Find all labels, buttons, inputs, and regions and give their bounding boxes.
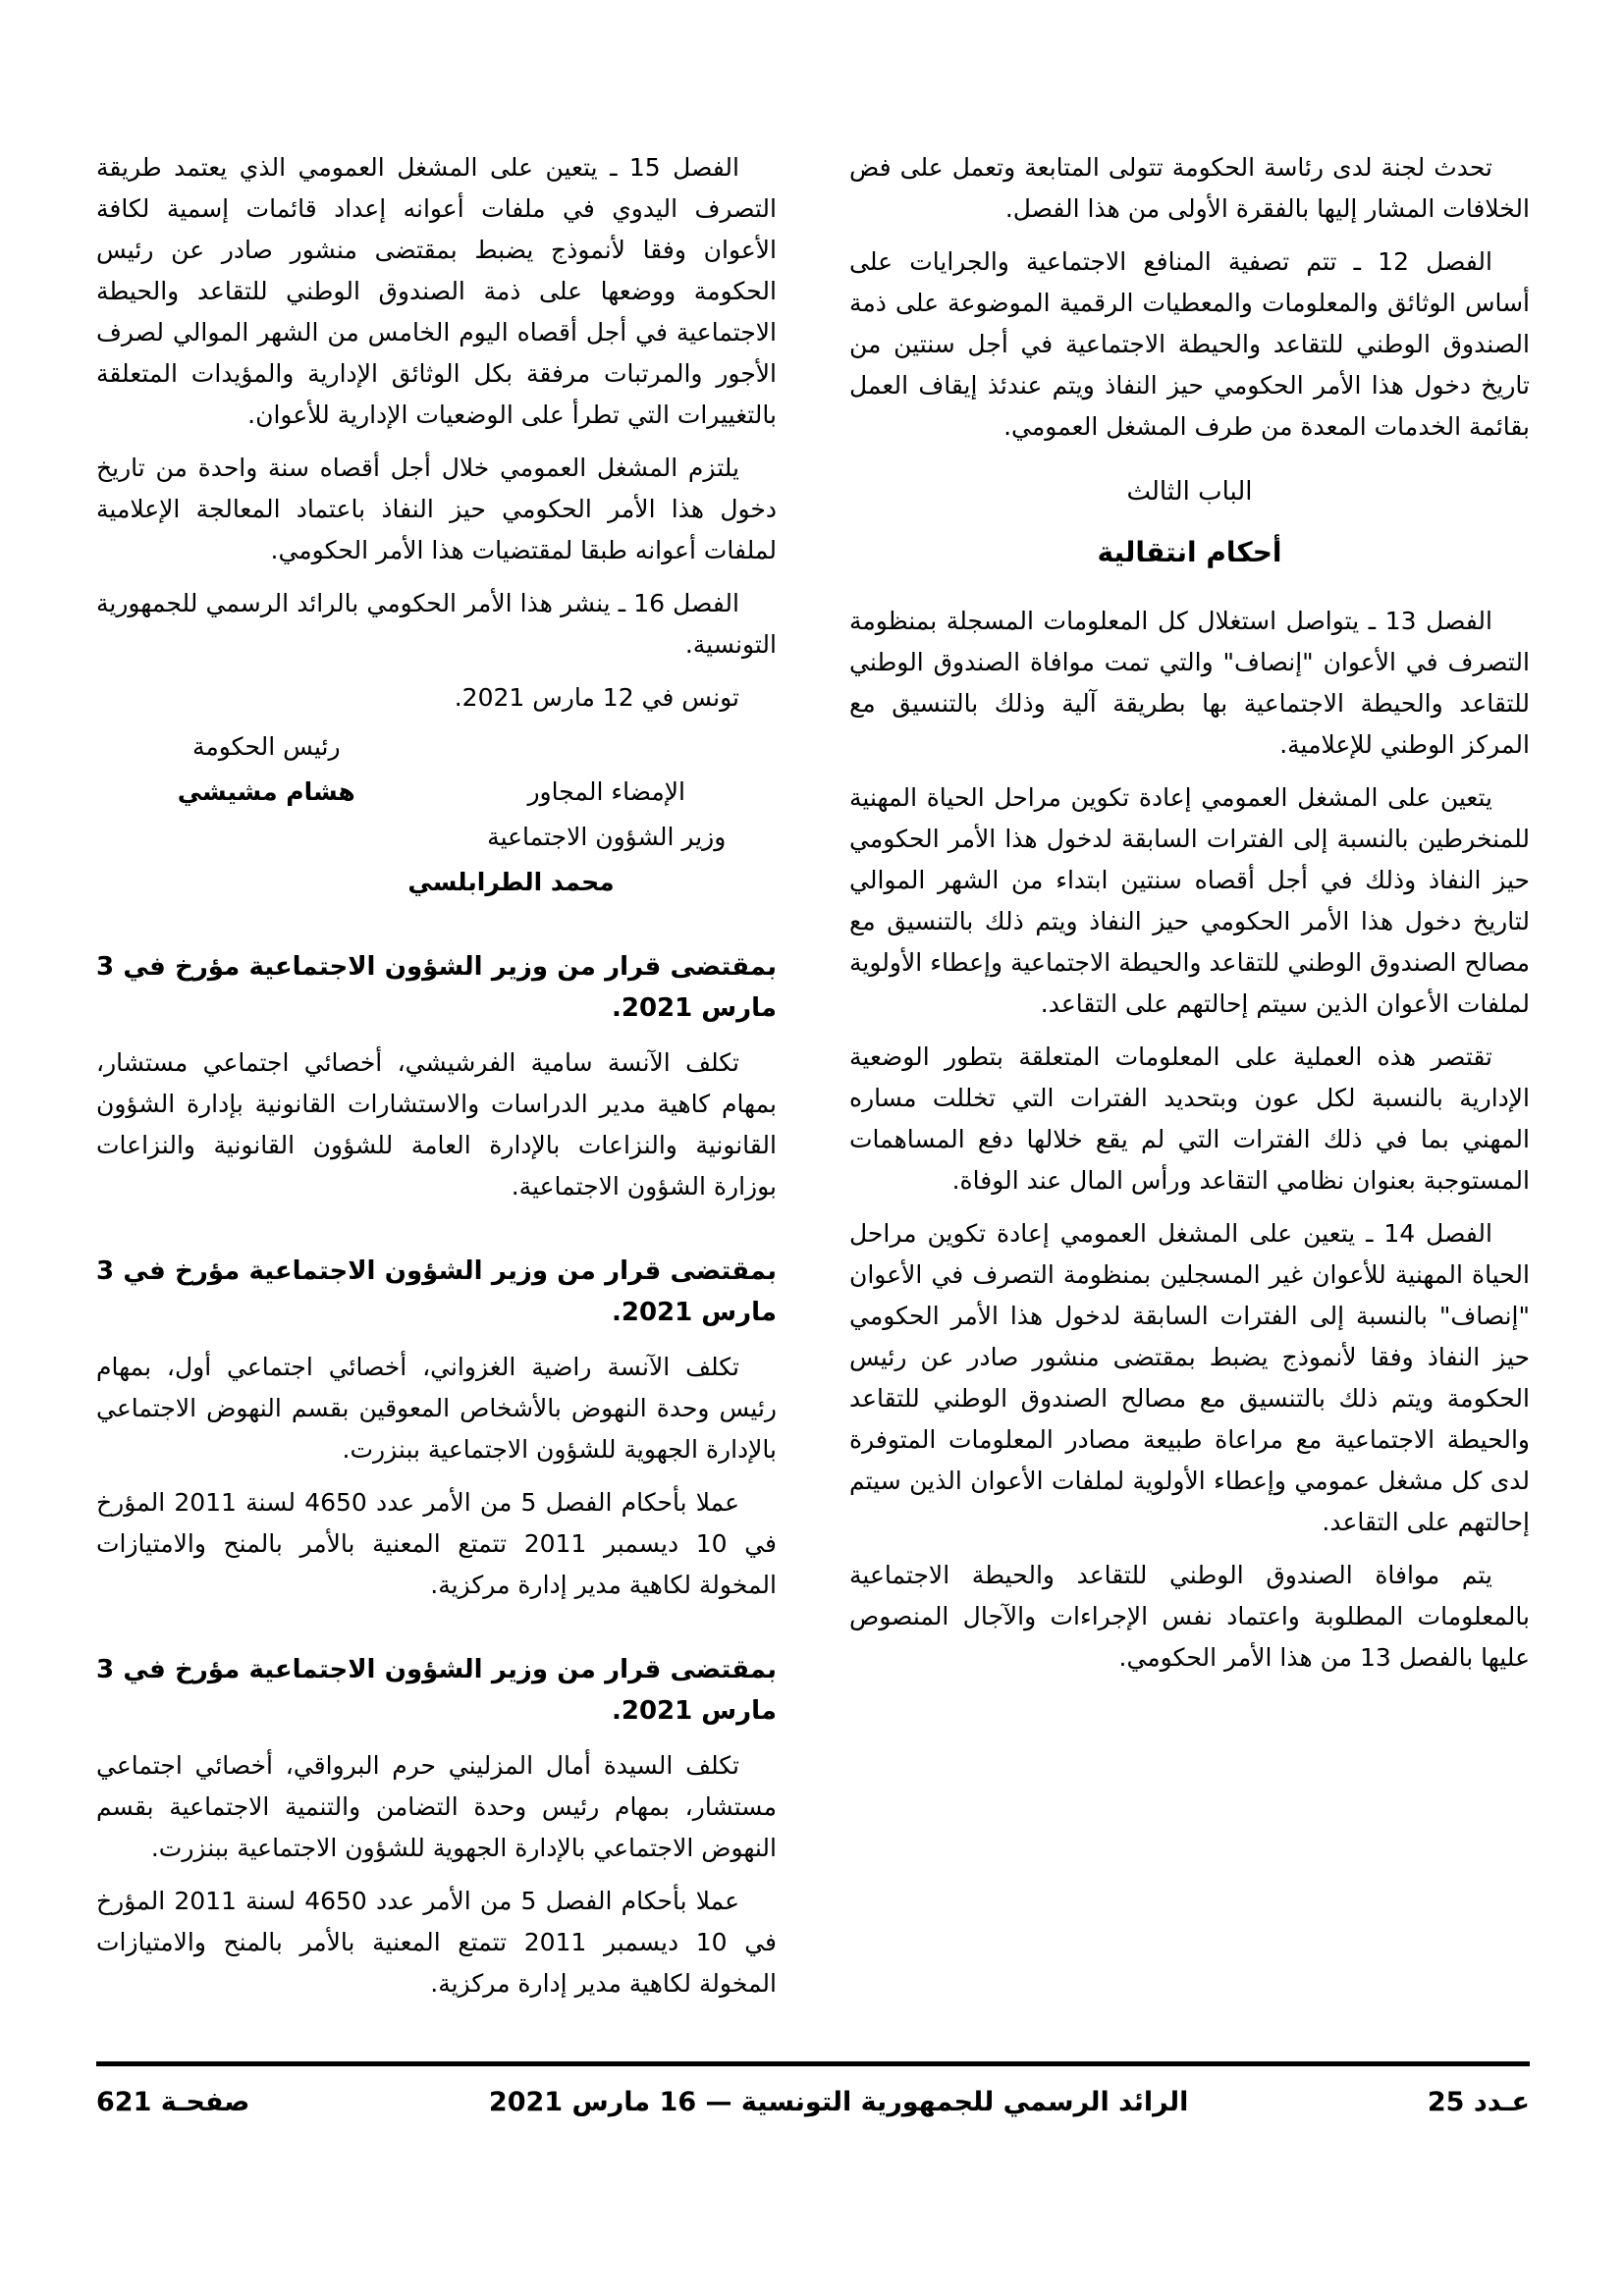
date-line: تونس في 12 مارس 2021. xyxy=(454,683,739,712)
decree-paragraph: تكلف الآنسة راضية الغزواني، أخصائي اجتماعي أول، بمهام رئيس وحدة النهوض بالأشخاص المعوقين بقسم النهوض الاجتماعي بالإدارة الجهوية للشؤون الاجتماعية ببنزرت. xyxy=(96,1353,777,1464)
decrees-section xyxy=(96,946,777,2004)
signature-spacer xyxy=(96,817,437,858)
paragraph: الفصل 15 ـ يتعين على المشغل العمومي الذي يعتمد طريقة التصرف اليدوي في ملفات أعوانه إعداد قائمات إسمية لكافة الأعوان وفقا لأنموذج يضبط بمقتضى منشور صادر عن رئيس الحكومة ووضعها على ذمة الصندوق الوطني للتقاعد والحيطة الاجتماعية في أجل أقصاه اليوم الخامس من الشهر الموالي لصرف الأجور والمرتبات مرفقة بكل الوثائق الإدارية والمؤيدات المتعلقة بالتغييرات التي تطرأ على الوضعيات الإدارية للأعوان. xyxy=(96,153,777,429)
chapter-heading: الباب الثالث xyxy=(1126,477,1253,507)
paragraph: تقتصر هذه العملية على المعلومات المتعلقة بتطور الوضعية الإدارية بالنسبة لكل عون وبتحديد الفترات التي تخللت مساره المهني بما في ذلك الفترات التي لم يقع خلالها دفع المساهمات المستوجبة بعنوان نظامي التقاعد ورأس المال عند الوفاة. xyxy=(849,1042,1530,1195)
paragraph: يتعين على المشغل العمومي إعادة تكوين مراحل الحياة المهنية للمنخرطين بالنسبة إلى الفترات السابقة لدخول هذا الأمر الحكومي حيز النفاذ وذلك في أجل أقصاه سنتين ابتداء من الشهر الموالي لتاريخ دخول هذا الأمر الحكومي حيز النفاذ ويتم ذلك بالتنسيق مع مصالح الصندوق الوطني للتقاعد والحيطة الاجتماعية وإعطاء الأولوية لملفات الأعوان الذين سيتم إحالتهم على التقاعد. xyxy=(849,783,1530,1018)
decree-header: بمقتضى قرار من وزير الشؤون الاجتماعية مؤرخ في 3 مارس 2021. xyxy=(96,952,777,1023)
signature-spacer xyxy=(437,726,778,768)
issue-number: عـدد 25 xyxy=(1427,2087,1530,2117)
minister-name: محمد الطرابلسي xyxy=(407,868,615,896)
decree-paragraph: عملا بأحكام الفصل 5 من الأمر عدد 4650 لسنة 2011 المؤرخ في 10 ديسمبر 2011 تتمتع المعنية بالأمر بالمنح والامتيازات المخولة لكاهية مدير إدارة مركزية. xyxy=(96,1488,777,1599)
right-column xyxy=(849,147,1530,2016)
decree-paragraph: تكلف السيدة أمال المزليني حرم البرواقي، أخصائي اجتماعي مستشار، بمهام رئيس وحدة التضامن والتنمية الاجتماعية بقسم النهوض الاجتماعي بالإدارة الجهوية للشؤون الاجتماعية ببنزرت. xyxy=(96,1751,777,1862)
minister-title: وزير الشؤون الاجتماعية xyxy=(487,823,727,851)
footer-title: الرائد الرسمي للجمهورية التونسية — 16 مارس 2021 xyxy=(488,2087,1189,2117)
left-column-top xyxy=(96,147,777,719)
countersign-label: الإمضاء المجاور xyxy=(527,777,685,806)
decree-paragraph: تكلف الآنسة سامية الفرشيشي، أخصائي اجتماعي مستشار، بمهام كاهية مدير الدراسات والاستشارات القانونية بإدارة الشؤون القانونية والنزاعات بالإدارة العامة للشؤون القانونية والنزاعات بوزارة الشؤون الاجتماعية. xyxy=(96,1048,777,1201)
section-heading: أحكام انتقالية xyxy=(1097,536,1282,568)
paragraph: يلتزم المشغل العمومي خلال أجل أقصاه سنة واحدة من تاريخ دخول هذا الأمر الحكومي حيز النفاذ باعتماد المعالجة الإعلامية لملفات أعوانه طبقا لمقتضيات هذا الأمر الحكومي. xyxy=(96,454,777,564)
footer-rule xyxy=(96,2061,1530,2066)
paragraph: الفصل 13 ـ يتواصل استغلال كل المعلومات المسجلة بمنظومة التصرف في الأعوان "إنصاف" والتي تمت موافاة الصندوق الوطني للتقاعد والحيطة الاجتماعية بها بطريقة آلية وذلك بالتنسيق مع المركز الوطني للإعلامية. xyxy=(849,607,1530,759)
decree-header: بمقتضى قرار من وزير الشؤون الاجتماعية مؤرخ في 3 مارس 2021. xyxy=(96,1256,777,1327)
pm-title: رئيس الحكومة xyxy=(191,732,341,761)
signature-block xyxy=(96,726,777,903)
pm-name: هشام مشيشي xyxy=(177,777,355,806)
decree-paragraph: عملا بأحكام الفصل 5 من الأمر عدد 4650 لسنة 2011 المؤرخ في 10 ديسمبر 2011 تتمتع المعنية بالأمر بالمنح والامتيازات المخولة لكاهية مدير إدارة مركزية. xyxy=(96,1887,777,1998)
decree-header: بمقتضى قرار من وزير الشؤون الاجتماعية مؤرخ في 3 مارس 2021. xyxy=(96,1655,777,1726)
paragraph: الفصل 12 ـ تتم تصفية المنافع الاجتماعية والجرايات على أساس الوثائق والمعلومات والمعطيات الرقمية الموضوعة على ذمة الصندوق الوطني للتقاعد والحيطة الاجتماعية في أجل سنتين من تاريخ دخول هذا الأمر الحكومي حيز النفاذ ويتم عندئذ إيقاف العمل بقائمة الخدمات المعدة من طرف المشغل العمومي. xyxy=(849,247,1530,441)
paragraph: تحدث لجنة لدى رئاسة الحكومة تتولى المتابعة وتعمل على فض الخلافات المشار إليها بالفقرة الأولى من هذا الفصل. xyxy=(849,153,1530,223)
paragraph: الفصل 16 ـ ينشر هذا الأمر الحكومي بالرائد الرسمي للجمهورية التونسية. xyxy=(96,589,777,659)
page-content xyxy=(96,147,1530,2016)
paragraph: الفصل 14 ـ يتعين على المشغل العمومي إعادة تكوين مراحل الحياة المهنية للأعوان غير المسجلين بمنظومة التصرف في الأعوان "إنصاف" بالنسبة إلى الفترات السابقة لدخول هذا الأمر الحكومي حيز النفاذ وفقا لأنموذج يضبط بمقتضى منشور صادر عن رئيس الحكومة ويتم ذلك بالتنسيق مع مصالح الصندوق الوطني للتقاعد والحيطة الاجتماعية مع مراعاة طبيعة مصادر المعلومات المتوفرة لدى كل مشغل عمومي وإعطاء الأولوية لملفات الأعوان الذين سيتم إحالتهم على التقاعد. xyxy=(849,1219,1530,1536)
left-column xyxy=(96,147,777,2016)
page-number: صفحـة 621 xyxy=(96,2087,250,2117)
paragraph: يتم موافاة الصندوق الوطني للتقاعد والحيطة الاجتماعية بالمعلومات المطلوبة واعتماد نفس الإجراءات والآجال المنصوص عليها بالفصل 13 من هذا الأمر الحكومي. xyxy=(849,1561,1530,1672)
footer xyxy=(96,2087,1530,2117)
